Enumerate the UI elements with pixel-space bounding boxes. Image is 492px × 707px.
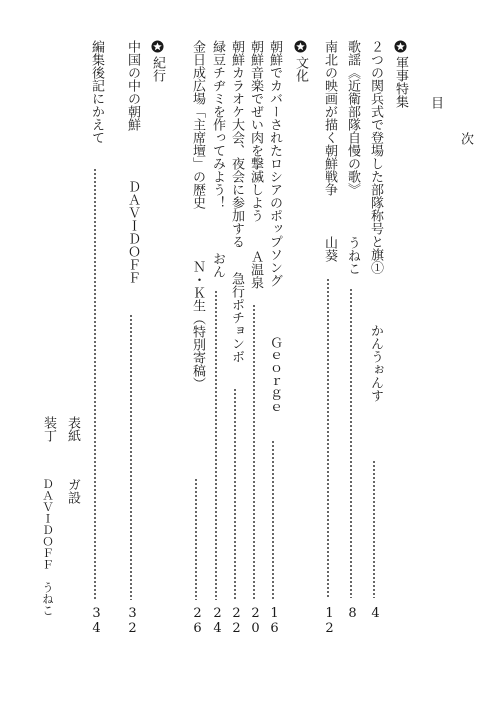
entry-author: かんうぉんす [368, 324, 383, 402]
section-star-icon [151, 40, 164, 53]
entry-title: 朝鮮でカバーされたロシアのポップソング [267, 40, 282, 287]
leader-dots [234, 388, 236, 600]
entry-title: 中国の中の朝鮮 [125, 40, 140, 131]
section-heading-military: 軍事特集 [393, 56, 408, 108]
credit-role-binding: 装丁 [41, 416, 56, 442]
leader-dots [130, 314, 132, 600]
entry-page: 16 [267, 606, 282, 636]
entry-page: 26 [190, 606, 205, 636]
section-star-icon [394, 40, 407, 53]
entry-author: おん [210, 252, 225, 278]
credit-name-binding: ＤＡＶＩＤＯＦＦ うねこ [41, 478, 55, 616]
entry-title: 朝鮮カラオケ大会、夜会に参加する [229, 40, 244, 248]
entry-page: 20 [248, 606, 263, 636]
credit-role-cover: 表紙 [65, 416, 80, 442]
leader-dots [272, 440, 274, 600]
afterword-page: 34 [89, 606, 104, 636]
leader-dots [373, 460, 375, 598]
entry-author: Ａ温泉 [248, 250, 263, 289]
entry-author: ＤＡＶＩＤＯＦＦ [125, 180, 140, 284]
entry-title: 朝鮮音楽でぜい肉を撃滅しよう [248, 40, 263, 222]
leader-dots [94, 168, 96, 600]
entry-page: 8 [345, 606, 360, 621]
leader-dots [215, 290, 217, 600]
toc-title-2: 次 [458, 132, 473, 145]
entry-page: 32 [125, 606, 140, 636]
leader-dots [195, 478, 197, 600]
entry-title: ２つの関兵式で登場した部隊称号と旗① [368, 40, 383, 274]
entry-author: 急行ポチョンボ [229, 272, 244, 363]
entry-page: 22 [229, 606, 244, 636]
toc-title-1: 目 [428, 96, 443, 109]
credit-name-cover: ガ設 [65, 478, 80, 504]
entry-title: 南北の映画が描く朝鮮戦争 [322, 40, 337, 196]
entry-page: 12 [322, 606, 337, 636]
leader-dots [327, 278, 329, 598]
leader-dots [253, 304, 255, 600]
leader-dots [350, 288, 352, 598]
entry-author: 山葵 [322, 236, 337, 262]
section-heading-travel: 紀行 [150, 56, 165, 82]
entry-title: 金日成広場「主席壇」の歴史 [190, 40, 205, 209]
section-heading-culture: 文化 [293, 56, 308, 82]
afterword-title: 編集後記にかえて [89, 40, 104, 144]
entry-page: 24 [210, 606, 225, 636]
entry-author: Ｇｅｏｒｇｅ [267, 336, 282, 414]
entry-page: 4 [368, 606, 383, 621]
entry-title: 緑豆チヂミを作ってみよう！ [210, 40, 225, 209]
entry-author: うねこ [345, 236, 360, 275]
entry-title: 歌謡《近衛部隊自慢の歌》 [345, 40, 360, 196]
section-star-icon [294, 40, 307, 53]
entry-author: Ｎ・Ｋ生（特別寄稿） [190, 260, 205, 390]
